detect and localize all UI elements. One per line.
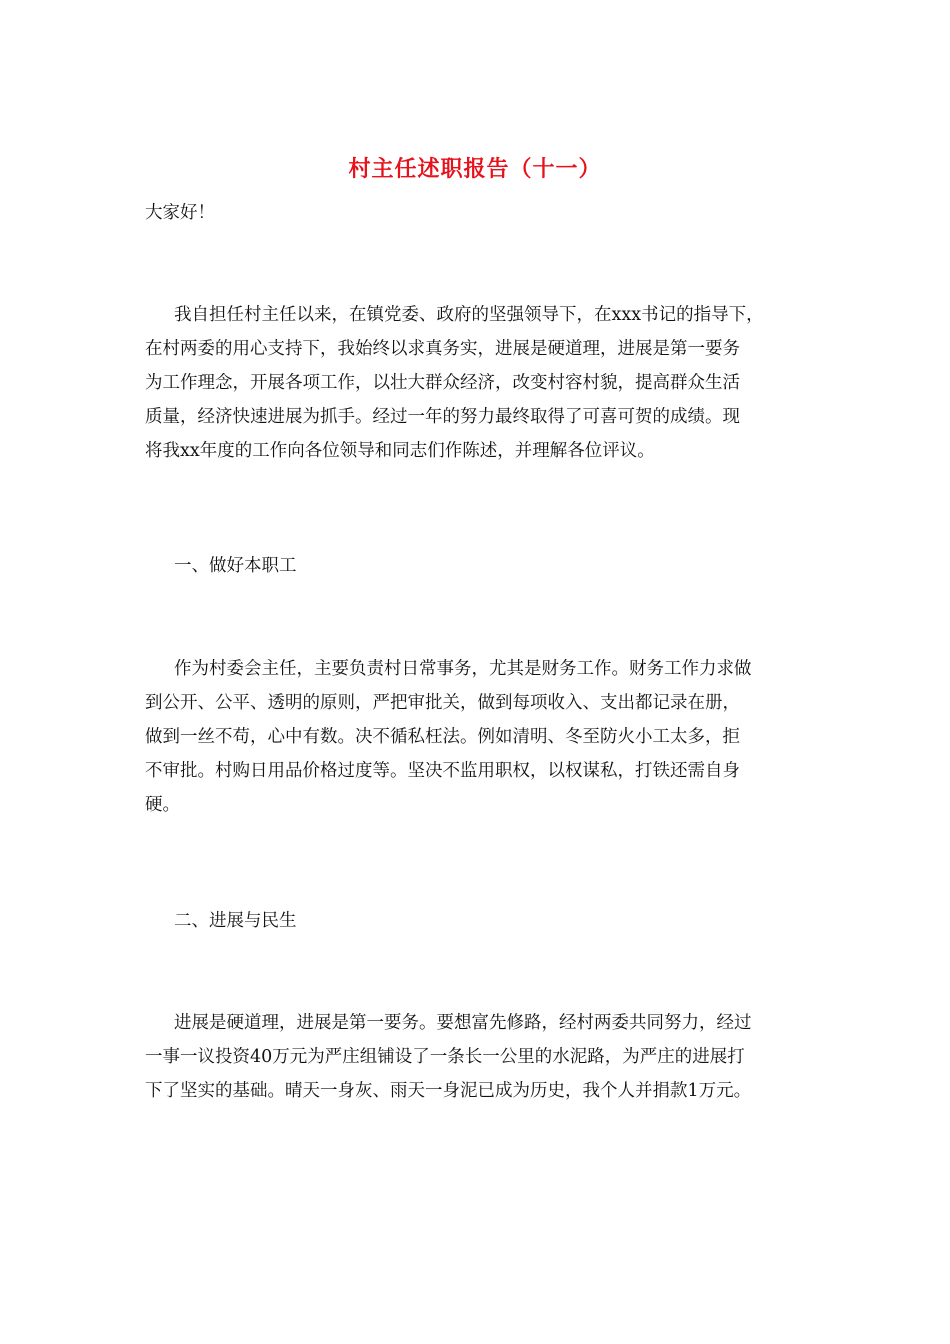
- paragraph-development: [145, 1006, 813, 1108]
- greeting: 大家好！: [145, 203, 215, 223]
- paragraph-line: 进展是硬道理，进展是第一要务。要想富先修路，经村两委共同努力，经过: [174, 1013, 752, 1033]
- paragraph-intro: [145, 298, 813, 468]
- paragraph-line: 质量，经济快速进展为抓手。经过一年的努力最终取得了可喜可贺的成绩。现: [145, 407, 740, 427]
- section-heading-1: 一、做好本职工: [174, 556, 297, 576]
- paragraph-line: 到公开、公平、透明的原则，严把审批关，做到每项收入、支出都记录在册，: [145, 693, 740, 713]
- paragraph-duties: [145, 652, 813, 822]
- paragraph-line: 作为村委会主任，主要负责村日常事务，尤其是财务工作。财务工作力求做: [174, 659, 752, 679]
- paragraph-line: 不审批。村购日用品价格过度等。坚决不监用职权，以权谋私，打铁还需自身: [145, 761, 740, 781]
- document-title: 村主任述职报告（十一）: [348, 156, 602, 182]
- paragraph-line: 硬。: [145, 795, 180, 815]
- paragraph-line: 为工作理念，开展各项工作，以壮大群众经济，改变村容村貌，提高群众生活: [145, 373, 740, 393]
- paragraph-line: 做到一丝不苟，心中有数。决不循私枉法。例如清明、冬至防火小工太多，拒: [145, 727, 740, 747]
- paragraph-line: 我自担任村主任以来，在镇党委、政府的坚强领导下，在xxx书记的指导下，: [174, 305, 764, 325]
- section-heading-2: 二、进展与民生: [174, 911, 297, 931]
- paragraph-line: 将我xx年度的工作向各位领导和同志们作陈述，并理解各位评议。: [145, 441, 655, 461]
- paragraph-line: 在村两委的用心支持下，我始终以求真务实，进展是硬道理，进展是第一要务: [145, 339, 740, 359]
- paragraph-line: 一事一议投资40万元为严庄组铺设了一条长一公里的水泥路，为严庄的进展打: [145, 1047, 745, 1067]
- paragraph-line: 下了坚实的基础。晴天一身灰、雨天一身泥已成为历史，我个人并捐款1万元。: [145, 1081, 752, 1101]
